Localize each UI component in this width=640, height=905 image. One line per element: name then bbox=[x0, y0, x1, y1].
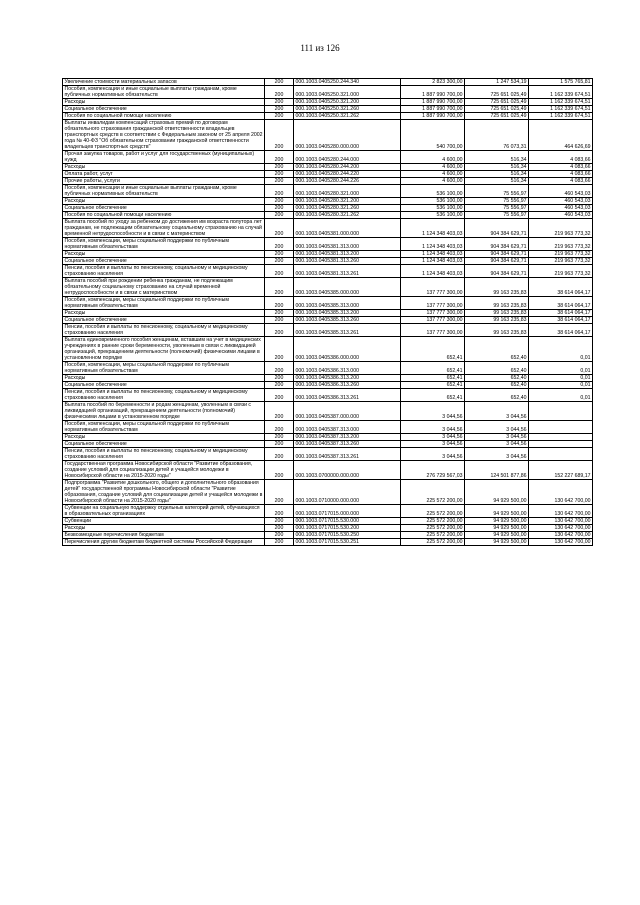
admin-code-cell: 200 bbox=[265, 113, 294, 120]
budget-classification-code-cell: 000.1003.0405385.313.260 bbox=[294, 317, 401, 324]
expense-name-cell: Субвенции на социальную поддержку отдельных категорий детей, обучающихся в образовательных организациях bbox=[63, 505, 265, 518]
table-row bbox=[63, 113, 593, 120]
table-row bbox=[63, 539, 593, 546]
unexecuted-amount-cell: 0,01 bbox=[529, 375, 593, 382]
executed-amount-cell: 3 044,56 bbox=[465, 434, 529, 441]
unexecuted-amount-cell: 130 642 700,00 bbox=[529, 525, 593, 532]
expense-name-cell: Расходы bbox=[63, 99, 265, 106]
executed-amount-cell: 652,40 bbox=[465, 337, 529, 362]
budget-classification-code-cell: 000.1003.0405250.321.260 bbox=[294, 106, 401, 113]
table-row bbox=[63, 86, 593, 99]
executed-amount-cell: 3 044,56 bbox=[465, 402, 529, 421]
executed-amount-cell: 516,34 bbox=[465, 164, 529, 171]
approved-amount-cell: 4 600,00 bbox=[401, 151, 465, 164]
expense-name-cell: Расходы bbox=[63, 525, 265, 532]
expense-name-cell: Пособия, компенсации, меры социальной поддержки по публичным нормативным обязательствам bbox=[63, 362, 265, 375]
budget-classification-code-cell: 000.1003.0405386.313.200 bbox=[294, 375, 401, 382]
expense-name-cell: Расходы bbox=[63, 251, 265, 258]
approved-amount-cell: 137 777 300,00 bbox=[401, 278, 465, 297]
budget-classification-code-cell: 000.1003.0717015.530.250 bbox=[294, 532, 401, 539]
unexecuted-amount-cell: 464 626,69 bbox=[529, 120, 593, 151]
admin-code-cell: 200 bbox=[265, 505, 294, 518]
admin-code-cell: 200 bbox=[265, 461, 294, 480]
table-row bbox=[63, 532, 593, 539]
expense-name-cell: Пособия, компенсации и иные социальные выплаты гражданам, кроме публичных нормативных обязательств bbox=[63, 86, 265, 99]
approved-amount-cell: 1 124 348 403,03 bbox=[401, 258, 465, 265]
expense-name-cell: Выплата пособий по беременности и родам женщинам, уволенным в связи с ликвидацией организаций, прекращением деятельности (полномочий) физическими лицами в установленном порядке bbox=[63, 402, 265, 421]
expense-name-cell: Социальное обеспечение bbox=[63, 258, 265, 265]
table-row bbox=[63, 382, 593, 389]
admin-code-cell: 200 bbox=[265, 178, 294, 185]
unexecuted-amount-cell: 219 963 773,32 bbox=[529, 258, 593, 265]
table-row bbox=[63, 99, 593, 106]
budget-classification-code-cell: 000.1003.0405280.321.262 bbox=[294, 212, 401, 219]
expense-name-cell: Пенсии, пособия и выплаты по пенсионному, социальному и медицинскому страхованию населения bbox=[63, 324, 265, 337]
unexecuted-amount-cell: 0,01 bbox=[529, 389, 593, 402]
expense-name-cell: Безвозмездные перечисления бюджетам bbox=[63, 532, 265, 539]
table-row bbox=[63, 297, 593, 310]
executed-amount-cell: 652,40 bbox=[465, 362, 529, 375]
unexecuted-amount-cell bbox=[529, 434, 593, 441]
approved-amount-cell: 1 887 990 700,00 bbox=[401, 113, 465, 120]
unexecuted-amount-cell: 4 083,66 bbox=[529, 171, 593, 178]
unexecuted-amount-cell: 1 162 339 674,51 bbox=[529, 86, 593, 99]
budget-classification-code-cell: 000.1003.0405280.244.220 bbox=[294, 171, 401, 178]
budget-classification-code-cell: 000.1003.0405250.321.000 bbox=[294, 86, 401, 99]
admin-code-cell: 200 bbox=[265, 251, 294, 258]
budget-classification-code-cell: 000.1003.0405280.321.200 bbox=[294, 198, 401, 205]
approved-amount-cell: 225 572 200,00 bbox=[401, 518, 465, 525]
approved-amount-cell: 225 572 200,00 bbox=[401, 525, 465, 532]
approved-amount-cell: 536 100,00 bbox=[401, 205, 465, 212]
unexecuted-amount-cell: 130 642 700,00 bbox=[529, 505, 593, 518]
admin-code-cell: 200 bbox=[265, 238, 294, 251]
admin-code-cell: 200 bbox=[265, 164, 294, 171]
admin-code-cell: 200 bbox=[265, 297, 294, 310]
budget-classification-code-cell: 000.1003.0405385.313.000 bbox=[294, 297, 401, 310]
approved-amount-cell: 4 600,00 bbox=[401, 178, 465, 185]
approved-amount-cell: 276 729 567,03 bbox=[401, 461, 465, 480]
table-row bbox=[63, 120, 593, 151]
table-row bbox=[63, 525, 593, 532]
executed-amount-cell: 904 384 629,71 bbox=[465, 238, 529, 251]
admin-code-cell: 200 bbox=[265, 525, 294, 532]
admin-code-cell: 200 bbox=[265, 448, 294, 461]
admin-code-cell: 200 bbox=[265, 79, 294, 86]
admin-code-cell: 200 bbox=[265, 258, 294, 265]
approved-amount-cell: 225 572 200,00 bbox=[401, 539, 465, 546]
unexecuted-amount-cell: 460 543,03 bbox=[529, 198, 593, 205]
expense-name-cell: Подпрограмма "Развитие дошкольного, общего и дополнительного образования детей" государственной программы Новосибирской области "Развитие образования, создание условий для социализации детей и учащейся молодежи в Новосибирской области на 2015-2020 годы" bbox=[63, 480, 265, 505]
expense-name-cell: Пенсии, пособия и выплаты по пенсионному, социальному и медицинскому страхованию населения bbox=[63, 448, 265, 461]
executed-amount-cell: 516,34 bbox=[465, 151, 529, 164]
budget-classification-code-cell: 000.1003.0405387.313.261 bbox=[294, 448, 401, 461]
table-row bbox=[63, 198, 593, 205]
admin-code-cell: 200 bbox=[265, 278, 294, 297]
executed-amount-cell: 652,40 bbox=[465, 382, 529, 389]
approved-amount-cell: 3 044,56 bbox=[401, 434, 465, 441]
expense-name-cell: Социальное обеспечение bbox=[63, 441, 265, 448]
admin-code-cell: 200 bbox=[265, 382, 294, 389]
approved-amount-cell: 4 600,00 bbox=[401, 164, 465, 171]
expense-name-cell: Выплаты инвалидам компенсаций страховых премий по договорам обязательного страхования гражданской ответственности владельцев транспортных средств в соответствии с Федеральным законом от 25 апреля 2002 года № 40-ФЗ "Об обязательном страховании гражданской ответственности владельцев транспортных средств" bbox=[64, 120, 263, 150]
admin-code-cell: 200 bbox=[265, 402, 294, 421]
approved-amount-cell: 2 823 300,00 bbox=[401, 79, 465, 86]
expense-name-cell: Перечисления другим бюджетам бюджетной системы Российской Федерации bbox=[63, 539, 265, 546]
unexecuted-amount-cell: 219 963 773,32 bbox=[529, 238, 593, 251]
budget-classification-code-cell: 000.1003.0405381.313.000 bbox=[294, 238, 401, 251]
unexecuted-amount-cell bbox=[529, 402, 593, 421]
admin-code-cell: 200 bbox=[265, 310, 294, 317]
unexecuted-amount-cell: 460 543,03 bbox=[529, 205, 593, 212]
unexecuted-amount-cell: 219 963 773,32 bbox=[529, 219, 593, 238]
unexecuted-amount-cell: 0,01 bbox=[529, 382, 593, 389]
expense-name-cell: Государственная программа Новосибирской области "Развитие образования, создание условий для социализации детей и учащейся молодежи в Новосибирской области на 2015-2020 годы" bbox=[63, 461, 265, 480]
expense-name-cell: Увеличение стоимости материальных запасов bbox=[63, 79, 265, 86]
unexecuted-amount-cell: 130 642 700,00 bbox=[529, 539, 593, 546]
table-row bbox=[63, 434, 593, 441]
admin-code-cell: 200 bbox=[265, 518, 294, 525]
unexecuted-amount-cell: 152 227 689,17 bbox=[529, 461, 593, 480]
table-row bbox=[63, 212, 593, 219]
table-row bbox=[63, 337, 593, 362]
executed-amount-cell: 75 556,97 bbox=[465, 185, 529, 198]
expense-name-cell: Расходы bbox=[63, 375, 265, 382]
admin-code-cell: 200 bbox=[265, 539, 294, 546]
admin-code-cell: 200 bbox=[265, 99, 294, 106]
table-row bbox=[63, 448, 593, 461]
budget-classification-code-cell: 000.1003.0717015.530.000 bbox=[294, 518, 401, 525]
budget-classification-code-cell: 000.1003.0405387.313.200 bbox=[294, 434, 401, 441]
budget-classification-code-cell: 000.1003.0405385.313.261 bbox=[294, 324, 401, 337]
executed-amount-cell: 516,34 bbox=[465, 178, 529, 185]
table-row bbox=[63, 178, 593, 185]
table-row bbox=[63, 164, 593, 171]
executed-amount-cell: 725 651 025,49 bbox=[465, 113, 529, 120]
unexecuted-amount-cell: 4 083,66 bbox=[529, 164, 593, 171]
approved-amount-cell: 652,41 bbox=[401, 375, 465, 382]
approved-amount-cell: 137 777 300,00 bbox=[401, 297, 465, 310]
budget-classification-code-cell: 000.1003.0405386.000.000 bbox=[294, 337, 401, 362]
expense-name-cell: Пособия, компенсации и иные социальные выплаты гражданам, кроме публичных нормативных обязательств bbox=[63, 185, 265, 198]
executed-amount-cell: 904 384 629,71 bbox=[465, 258, 529, 265]
approved-amount-cell: 1 887 990 700,00 bbox=[401, 86, 465, 99]
executed-amount-cell: 75 556,97 bbox=[465, 205, 529, 212]
executed-amount-cell: 75 556,97 bbox=[465, 212, 529, 219]
table-row bbox=[63, 518, 593, 525]
admin-code-cell: 200 bbox=[265, 375, 294, 382]
executed-amount-cell: 124 501 877,86 bbox=[465, 461, 529, 480]
approved-amount-cell: 137 777 300,00 bbox=[401, 324, 465, 337]
unexecuted-amount-cell: 219 963 773,32 bbox=[529, 251, 593, 258]
executed-amount-cell: 94 929 500,00 bbox=[465, 505, 529, 518]
unexecuted-amount-cell: 130 642 700,00 bbox=[529, 518, 593, 525]
unexecuted-amount-cell: 130 642 700,00 bbox=[529, 480, 593, 505]
approved-amount-cell: 652,41 bbox=[401, 362, 465, 375]
expense-name-cell: Расходы bbox=[63, 198, 265, 205]
unexecuted-amount-cell bbox=[529, 441, 593, 448]
executed-amount-cell: 94 929 500,00 bbox=[465, 480, 529, 505]
unexecuted-amount-cell: 4 083,66 bbox=[529, 151, 593, 164]
executed-amount-cell: 725 651 025,49 bbox=[465, 106, 529, 113]
approved-amount-cell: 4 600,00 bbox=[401, 171, 465, 178]
executed-amount-cell: 3 044,56 bbox=[465, 448, 529, 461]
unexecuted-amount-cell: 4 083,66 bbox=[529, 178, 593, 185]
table-row bbox=[63, 265, 593, 278]
budget-classification-code-cell: 000.1003.0405385.313.200 bbox=[294, 310, 401, 317]
page-number: 111 из 126 bbox=[300, 43, 340, 53]
executed-amount-cell: 94 929 500,00 bbox=[465, 532, 529, 539]
admin-code-cell: 200 bbox=[265, 532, 294, 539]
budget-classification-code-cell: 000.1003.0405280.321.000 bbox=[294, 185, 401, 198]
executed-amount-cell: 94 929 500,00 bbox=[465, 525, 529, 532]
unexecuted-amount-cell: 38 614 064,17 bbox=[529, 297, 593, 310]
expense-name-cell: Прочая закупка товаров, работ и услуг для государственных (муниципальных) нужд bbox=[63, 151, 265, 164]
table-row bbox=[63, 441, 593, 448]
budget-classification-code-cell: 000.1003.0405381.000.000 bbox=[294, 219, 401, 238]
unexecuted-amount-cell: 38 614 064,17 bbox=[529, 310, 593, 317]
unexecuted-amount-cell: 38 614 064,17 bbox=[529, 324, 593, 337]
approved-amount-cell: 1 887 990 700,00 bbox=[401, 99, 465, 106]
budget-classification-code-cell: 000.1003.0405250.321.262 bbox=[294, 113, 401, 120]
executed-amount-cell: 904 384 629,71 bbox=[465, 265, 529, 278]
admin-code-cell: 200 bbox=[265, 198, 294, 205]
executed-amount-cell: 3 044,56 bbox=[465, 441, 529, 448]
unexecuted-amount-cell: 1 162 339 674,51 bbox=[529, 99, 593, 106]
expense-name-cell: Социальное обеспечение bbox=[63, 106, 265, 113]
unexecuted-amount-cell bbox=[529, 421, 593, 434]
approved-amount-cell: 652,41 bbox=[401, 382, 465, 389]
admin-code-cell: 200 bbox=[265, 362, 294, 375]
table-row bbox=[63, 171, 593, 178]
table-row bbox=[63, 362, 593, 375]
table-row bbox=[63, 421, 593, 434]
unexecuted-amount-cell: 130 642 700,00 bbox=[529, 532, 593, 539]
unexecuted-amount-cell: 0,01 bbox=[529, 337, 593, 362]
approved-amount-cell: 652,41 bbox=[401, 337, 465, 362]
approved-amount-cell: 3 044,56 bbox=[401, 448, 465, 461]
admin-code-cell: 200 bbox=[265, 317, 294, 324]
expense-name-cell: Пенсии, пособия и выплаты по пенсионному, социальному и медицинскому страхованию населения bbox=[63, 389, 265, 402]
budget-classification-code-cell: 000.1003.0405381.313.200 bbox=[294, 251, 401, 258]
budget-classification-code-cell: 000.1003.0405280.321.260 bbox=[294, 205, 401, 212]
budget-classification-code-cell: 000.1003.0405387.313.000 bbox=[294, 421, 401, 434]
table-row bbox=[63, 461, 593, 480]
table-row bbox=[63, 238, 593, 251]
expense-name-cell: Расходы bbox=[63, 434, 265, 441]
executed-amount-cell: 99 163 235,83 bbox=[465, 278, 529, 297]
unexecuted-amount-cell bbox=[529, 448, 593, 461]
approved-amount-cell: 1 124 348 403,03 bbox=[401, 251, 465, 258]
executed-amount-cell: 725 651 025,49 bbox=[465, 99, 529, 106]
executed-amount-cell: 652,40 bbox=[465, 389, 529, 402]
budget-classification-code-cell: 000.1003.0405387.000.000 bbox=[294, 402, 401, 421]
executed-amount-cell: 99 163 235,83 bbox=[465, 310, 529, 317]
budget-classification-code-cell: 000.1003.0405385.000.000 bbox=[294, 278, 401, 297]
unexecuted-amount-cell: 38 614 064,17 bbox=[529, 317, 593, 324]
budget-classification-code-cell: 000.1003.0405280.244.000 bbox=[294, 151, 401, 164]
approved-amount-cell: 225 572 200,00 bbox=[401, 505, 465, 518]
table-row bbox=[63, 106, 593, 113]
table-row bbox=[63, 278, 593, 297]
admin-code-cell: 200 bbox=[265, 120, 294, 151]
executed-amount-cell: 725 651 025,49 bbox=[465, 86, 529, 99]
approved-amount-cell: 1 124 348 403,03 bbox=[401, 265, 465, 278]
unexecuted-amount-cell: 460 543,03 bbox=[529, 212, 593, 219]
budget-classification-code-cell: 000.1003.0405386.313.000 bbox=[294, 362, 401, 375]
expense-name-cell: Оплата работ, услуг bbox=[63, 171, 265, 178]
budget-classification-code-cell: 000.1003.0717015.530.200 bbox=[294, 525, 401, 532]
admin-code-cell: 200 bbox=[265, 265, 294, 278]
expense-name-cell: Субвенции bbox=[63, 518, 265, 525]
table-row bbox=[63, 185, 593, 198]
admin-code-cell: 200 bbox=[265, 171, 294, 178]
executed-amount-cell: 76 073,31 bbox=[465, 120, 529, 151]
admin-code-cell: 200 bbox=[265, 337, 294, 362]
admin-code-cell: 200 bbox=[265, 106, 294, 113]
executed-amount-cell: 516,34 bbox=[465, 171, 529, 178]
admin-code-cell: 200 bbox=[265, 389, 294, 402]
executed-amount-cell: 94 929 500,00 bbox=[465, 539, 529, 546]
expense-name-cell: Социальное обеспечение bbox=[63, 317, 265, 324]
budget-classification-code-cell: 000.1003.0717015.530.251 bbox=[294, 539, 401, 546]
approved-amount-cell: 225 572 200,00 bbox=[401, 532, 465, 539]
table-row bbox=[63, 219, 593, 238]
approved-amount-cell: 3 044,56 bbox=[401, 441, 465, 448]
executed-amount-cell: 904 384 629,71 bbox=[465, 219, 529, 238]
approved-amount-cell: 1 124 348 403,03 bbox=[401, 238, 465, 251]
admin-code-cell: 200 bbox=[265, 441, 294, 448]
budget-classification-code-cell: 000.1003.0405381.313.260 bbox=[294, 258, 401, 265]
executed-amount-cell: 94 929 500,00 bbox=[465, 518, 529, 525]
executed-amount-cell: 1 247 534,19 bbox=[465, 79, 529, 86]
admin-code-cell: 200 bbox=[265, 212, 294, 219]
table-row bbox=[63, 205, 593, 212]
expense-name-cell: Расходы bbox=[63, 310, 265, 317]
budget-classification-code-cell: 000.1003.0710000.000.000 bbox=[294, 480, 401, 505]
admin-code-cell: 200 bbox=[265, 434, 294, 441]
approved-amount-cell: 536 100,00 bbox=[401, 185, 465, 198]
admin-code-cell: 200 bbox=[265, 480, 294, 505]
executed-amount-cell: 3 044,56 bbox=[465, 421, 529, 434]
table-row bbox=[63, 324, 593, 337]
table-body bbox=[63, 79, 593, 546]
executed-amount-cell: 652,40 bbox=[465, 375, 529, 382]
budget-classification-code-cell: 000.1003.0405387.313.260 bbox=[294, 441, 401, 448]
admin-code-cell: 200 bbox=[265, 324, 294, 337]
approved-amount-cell: 536 100,00 bbox=[401, 198, 465, 205]
table-row bbox=[63, 389, 593, 402]
table-row bbox=[63, 402, 593, 421]
executed-amount-cell: 99 163 235,83 bbox=[465, 324, 529, 337]
unexecuted-amount-cell: 1 575 765,81 bbox=[529, 79, 593, 86]
expense-name-cell: Социальное обеспечение bbox=[63, 382, 265, 389]
approved-amount-cell: 536 100,00 bbox=[401, 212, 465, 219]
approved-amount-cell: 1 887 990 700,00 bbox=[401, 106, 465, 113]
table-row bbox=[63, 505, 593, 518]
table-row bbox=[63, 151, 593, 164]
table-row bbox=[63, 251, 593, 258]
table-row bbox=[63, 375, 593, 382]
approved-amount-cell: 225 572 200,00 bbox=[401, 480, 465, 505]
table-row bbox=[63, 258, 593, 265]
expense-name-cell: Выплата единовременного пособия женщинам, вставшим на учет в медицинских учреждениях в ранние сроки беременности, уволенным в связи с ликвидацией организаций, прекращением деятельности (полномочий) физическими лицами в установленном порядке bbox=[63, 337, 265, 362]
table-row bbox=[63, 317, 593, 324]
executed-amount-cell: 904 384 629,71 bbox=[465, 251, 529, 258]
unexecuted-amount-cell: 0,01 bbox=[529, 362, 593, 375]
budget-classification-code-cell: 000.1003.0717015.000.000 bbox=[294, 505, 401, 518]
budget-classification-code-cell: 000.1003.0405250.244.340 bbox=[294, 79, 401, 86]
expense-name-cell: Выплата пособий по уходу за ребенком до достижения им возраста полутора лет гражданам, не подлежащим обязательному социальному страхованию на случай временной нетрудоспособности и в связи с материнством bbox=[63, 219, 265, 238]
executed-amount-cell: 99 163 235,83 bbox=[465, 317, 529, 324]
expense-name-cell: Прочие работы, услуги bbox=[63, 178, 265, 185]
executed-amount-cell: 75 556,97 bbox=[465, 198, 529, 205]
table-row bbox=[63, 79, 593, 86]
unexecuted-amount-cell: 38 614 064,17 bbox=[529, 278, 593, 297]
expense-name-cell: Пособия, компенсации, меры социальной поддержки по публичным нормативным обязательствам bbox=[63, 297, 265, 310]
budget-execution-table bbox=[62, 78, 593, 546]
admin-code-cell: 200 bbox=[265, 219, 294, 238]
budget-classification-code-cell: 000.1003.0405386.313.260 bbox=[294, 382, 401, 389]
approved-amount-cell: 652,41 bbox=[401, 389, 465, 402]
admin-code-cell: 200 bbox=[265, 421, 294, 434]
admin-code-cell: 200 bbox=[265, 185, 294, 198]
admin-code-cell: 200 bbox=[265, 86, 294, 99]
budget-classification-code-cell: 000.1003.0405280.244.200 bbox=[294, 164, 401, 171]
table-row bbox=[63, 480, 593, 505]
budget-classification-code-cell: 000.1003.0405381.313.261 bbox=[294, 265, 401, 278]
expense-name-cell: Пособия по социальной помощи населению bbox=[63, 113, 265, 120]
approved-amount-cell: 3 044,56 bbox=[401, 402, 465, 421]
budget-classification-code-cell: 000.1003.0405280.000.000 bbox=[294, 120, 401, 151]
expense-name-cell: Пособия по социальной помощи населению bbox=[63, 212, 265, 219]
unexecuted-amount-cell: 460 543,03 bbox=[529, 185, 593, 198]
expense-name-cell: Социальное обеспечение bbox=[63, 205, 265, 212]
admin-code-cell: 200 bbox=[265, 151, 294, 164]
expense-name-cell: Пенсии, пособия и выплаты по пенсионному, социальному и медицинскому страхованию населения bbox=[63, 265, 265, 278]
expense-name-cell: Выплата пособий при рождении ребенка гражданам, не подлежащим обязательному социальному страхованию на случай временной нетрудоспособности и в связи с материнством bbox=[63, 278, 265, 297]
approved-amount-cell: 137 777 300,00 bbox=[401, 310, 465, 317]
approved-amount-cell: 137 777 300,00 bbox=[401, 317, 465, 324]
unexecuted-amount-cell: 1 162 339 674,51 bbox=[529, 113, 593, 120]
budget-classification-code-cell: 000.1003.0405280.244.226 bbox=[294, 178, 401, 185]
approved-amount-cell: 540 700,00 bbox=[401, 120, 465, 151]
unexecuted-amount-cell: 1 162 339 674,51 bbox=[529, 106, 593, 113]
expense-name-cell: Расходы bbox=[63, 164, 265, 171]
unexecuted-amount-cell: 219 963 773,32 bbox=[529, 265, 593, 278]
executed-amount-cell: 99 163 235,83 bbox=[465, 297, 529, 310]
approved-amount-cell: 3 044,56 bbox=[401, 421, 465, 434]
table-row bbox=[63, 310, 593, 317]
admin-code-cell: 200 bbox=[265, 205, 294, 212]
budget-classification-code-cell: 000.1003.0405386.313.261 bbox=[294, 389, 401, 402]
budget-classification-code-cell: 000.1003.0700000.000.000 bbox=[294, 461, 401, 480]
expense-name-cell: Пособия, компенсации, меры социальной поддержки по публичным нормативным обязательствам bbox=[63, 421, 265, 434]
expense-name-cell: Пособия, компенсации, меры социальной поддержки по публичным нормативным обязательствам bbox=[63, 238, 265, 251]
approved-amount-cell: 1 124 348 403,03 bbox=[401, 219, 465, 238]
budget-classification-code-cell: 000.1003.0405250.321.200 bbox=[294, 99, 401, 106]
